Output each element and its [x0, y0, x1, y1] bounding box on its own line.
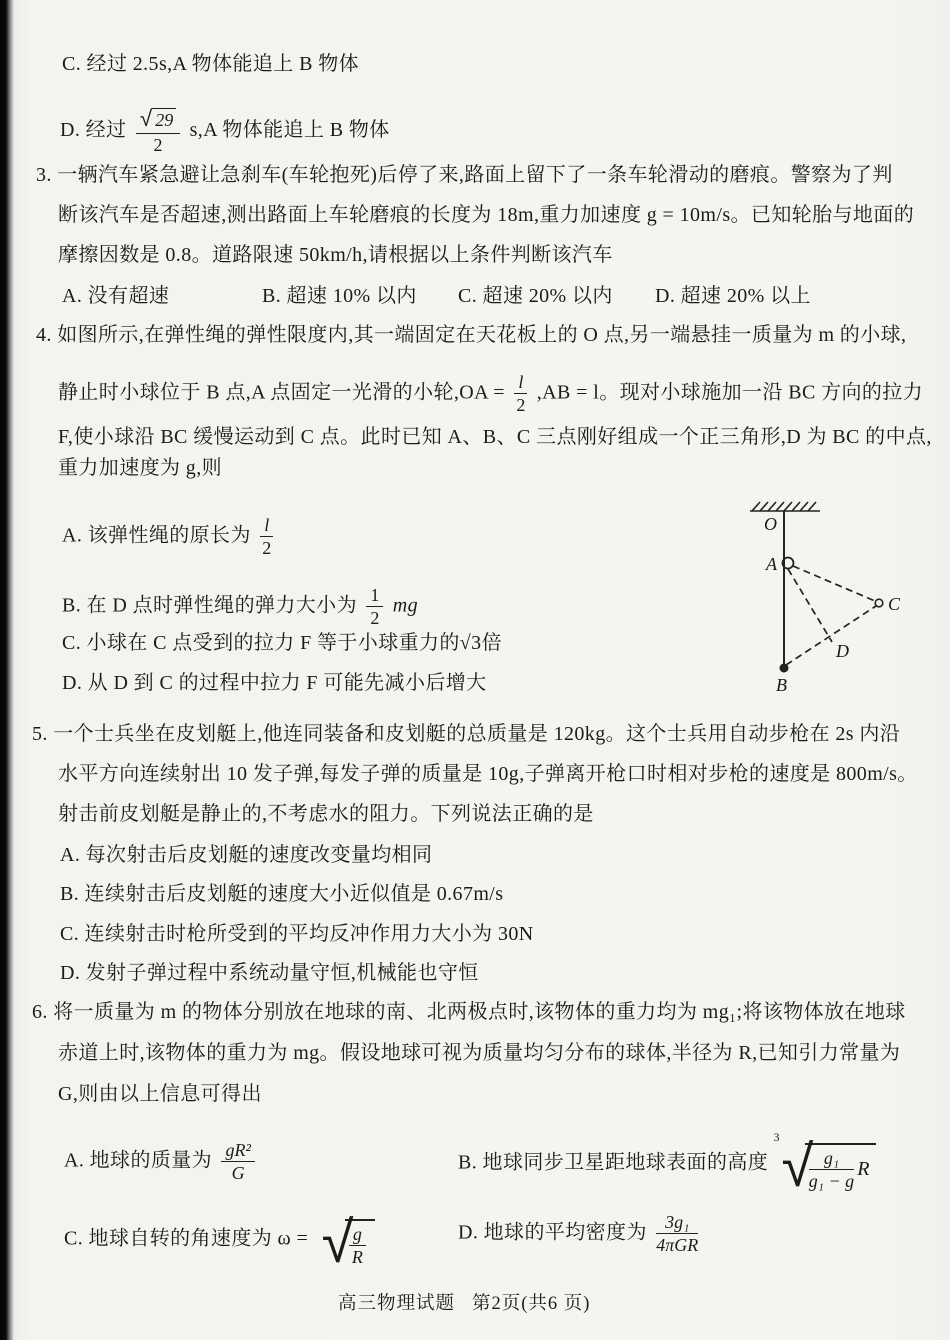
q2-option-d-fraction: √ 29 2 — [136, 108, 180, 155]
q2-option-c: C. 经过 2.5s,A 物体能追上 B 物体 — [62, 53, 360, 75]
q4-figure — [722, 490, 942, 710]
q6-line-2: 赤道上时,该物体的重力为 mg。假设地球可视为质量均匀分布的球体,半径为 R,已知引力常量为 — [58, 1042, 901, 1064]
root-index: 3 — [773, 1130, 780, 1144]
q6-option-a-fraction: $\frac{\text{gR²}}{G}$ — [221, 1140, 254, 1183]
q3-line-3: 摩擦因数是 0.8。道路限速 50km/h,请根据以上条件判断该汽车 — [58, 244, 613, 266]
q4-option-d: D. 从 D 到 C 的过程中拉力 F 可能先减小后增大 — [62, 672, 487, 694]
q6-option-c: C. 地球自转的角速度为 ω = √ $\frac{g}{R}$ — [64, 1212, 377, 1268]
footer-page-number: 第2页(共6 页) — [472, 1294, 591, 1314]
q6-option-b-radicand-R: R — [857, 1158, 870, 1181]
q6-option-a: A. 地球的质量为 $\frac{\text{gR²}}{G}$ — [64, 1140, 259, 1183]
q5-option-a: A. 每次射击后皮划艇的速度改变量均相同 — [60, 844, 433, 866]
radical-sign: √ — [139, 106, 153, 132]
q3-line-2: 断该汽车是否超速,测出路面上车轮磨痕的长度为 18m,重力加速度 g = 10m/s。已知轮胎与地面的 — [58, 204, 915, 226]
radical-sign: √ — [321, 1208, 354, 1276]
q3-option-d: D. 超速 20% 以上 — [655, 285, 811, 307]
q6-option-b-fraction: $\frac{\text{g₁}}{\text{g₁ − g}}$ — [808, 1148, 855, 1192]
q4-option-b-fraction: $\frac{1}{2}$ — [366, 585, 383, 628]
dashed-line-AC — [793, 566, 875, 601]
label-C: C — [888, 594, 901, 614]
q5-line-2: 水平方向连续射出 10 发子弹,每发子弹的质量是 10g,子弹离开枪口时相对步枪的速度是 800m/s。 — [58, 763, 918, 785]
q4-option-b: B. 在 D 点时弹性绳的弹力大小为 $\frac{1}{2}$ mg — [62, 585, 419, 629]
q4-option-a-fraction: $\frac{l}{2}$ — [260, 515, 273, 558]
scan-binding-edge — [0, 0, 14, 1340]
q6-option-b: B. 地球同步卫星距地球表面的高度 3 √ $\frac{\text{g₁}}{\text{g₁ − g}}$ R — [458, 1136, 878, 1192]
q3-option-c: C. 超速 20% 以内 — [458, 285, 613, 307]
label-D: D — [836, 641, 849, 661]
q4-option-a: A. 该弹性绳的原长为 $\frac{l}{2}$ — [62, 515, 277, 558]
q3-option-b: B. 超速 10% 以内 — [262, 285, 417, 307]
q4-line-3: F,使小球沿 BC 缓慢运动到 C 点。此时已知 A、B、C 三点刚好组成一个正三角形,D 为 BC 的中点, — [58, 426, 932, 448]
q5-option-c: C. 连续射击时枪所受到的平均反冲作用力大小为 30N — [60, 923, 534, 945]
footer-exam-title: 高三物理试题 — [338, 1294, 456, 1314]
q4-line-4: 重力加速度为 g,则 — [58, 457, 222, 479]
q5-line-1: 5. 一个士兵坐在皮划艇上,他连同装备和皮划艇的总质量是 120kg。这个士兵用自动步枪在 2s 内沿 — [32, 723, 901, 745]
q6-option-d-fraction: $\frac{\text{3g₁}}{\text{4πGR}}$ — [656, 1212, 699, 1256]
q6-option-c-fraction: $\frac{g}{R}$ — [349, 1224, 366, 1267]
dashed-line-BC — [786, 606, 876, 665]
q6-option-d: D. 地球的平均密度为 $\frac{\text{3g₁}}{\text{4πGR}}$ — [458, 1212, 699, 1256]
q6-cube-root — [773, 1130, 876, 1200]
q3-line-1: 3. 一辆汽车紧急避让急刹车(车轮抱死)后停了来,路面上留下了一条车轮滑动的磨痕。警察为了判 — [36, 164, 893, 186]
q2-option-d — [60, 108, 390, 155]
ceiling-hatch — [750, 502, 820, 511]
label-A: A — [766, 554, 777, 574]
q2-option-d-post: s,A 物体能追上 B 物体 — [189, 118, 390, 141]
label-O: O — [764, 514, 777, 534]
q4-oa-fraction: $\frac{l}{2}$ — [514, 372, 527, 415]
q4-line-1: 4. 如图所示,在弹性绳的弹性限度内,其一端固定在天花板上的 O 点,另一端悬挂一质量为 m 的小球, — [36, 324, 907, 346]
q2-sqrt29: √ 29 — [136, 108, 180, 134]
radical-sign: √ — [781, 1132, 814, 1200]
q4-option-c: C. 小球在 C 点受到的拉力 F 等于小球重力的√3倍 — [62, 632, 502, 654]
point-circle-C — [875, 599, 883, 607]
q4-line-2: 静止时小球位于 B 点,A 点固定一光滑的小轮,OA = $\frac{l}{2}$ ,AB = l。现对小球施加一沿 BC 方向的拉力 — [58, 372, 924, 416]
q6-line-3: G,则由以上信息可得出 — [58, 1083, 262, 1105]
q5-option-b: B. 连续射击后皮划艇的速度大小近似值是 0.67m/s — [60, 883, 504, 905]
q6-square-root — [321, 1208, 375, 1276]
q6-line-1: 6. 将一质量为 m 的物体分别放在地球的南、北两极点时,该物体的重力均为 mg₁;将该物体放在地球 — [32, 1001, 906, 1023]
q3-option-a: A. 没有超速 — [62, 285, 170, 307]
q5-line-3: 射击前皮划艇是静止的,不考虑水的阻力。下列说法正确的是 — [58, 803, 594, 825]
q5-option-d: D. 发射子弹过程中系统动量守恒,机械能也守恒 — [60, 962, 479, 984]
q2-option-d-pre: D. 经过 — [60, 118, 127, 141]
label-B: B — [776, 675, 787, 695]
